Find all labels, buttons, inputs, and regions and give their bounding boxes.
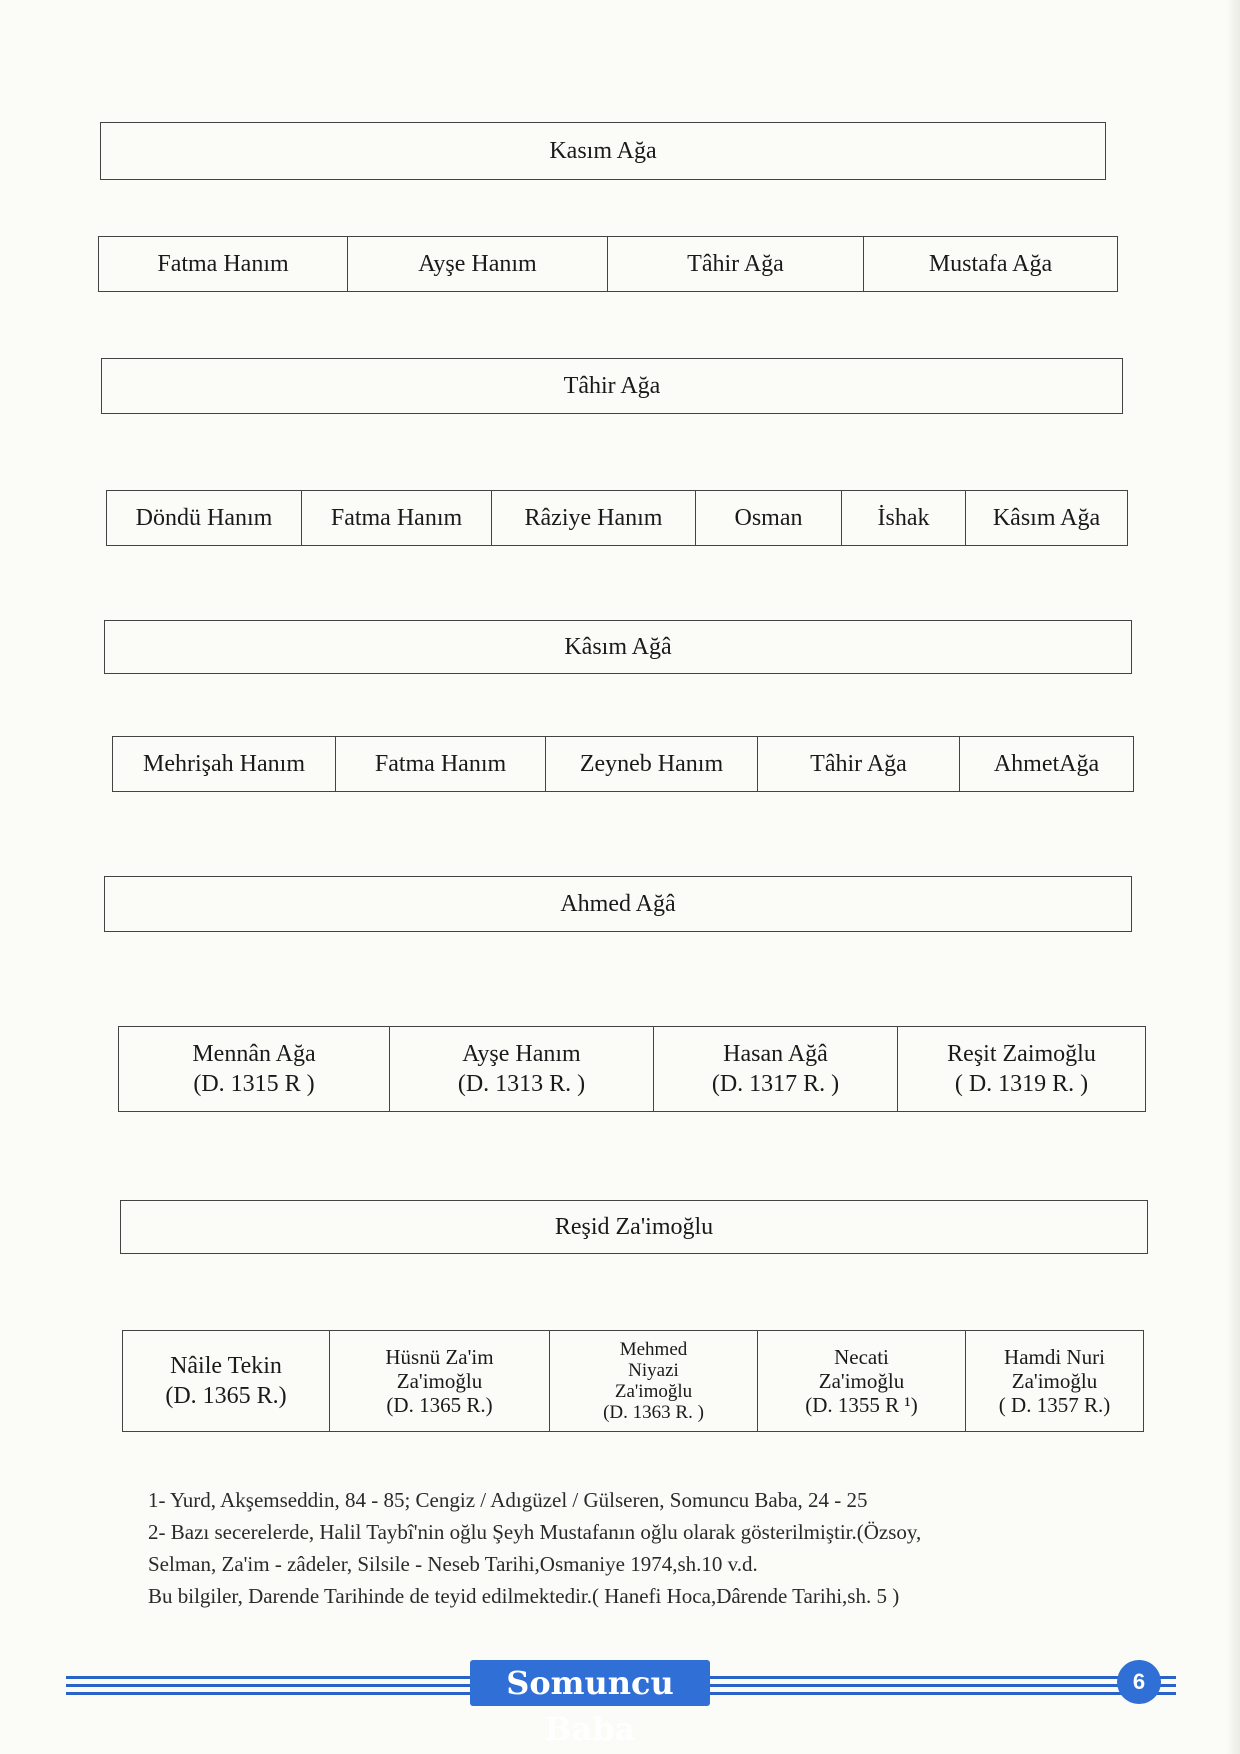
person-cell: Osman xyxy=(695,491,841,545)
person-cell: Mustafa Ağa xyxy=(863,237,1117,291)
footnotes xyxy=(148,1484,1148,1612)
person-cell: AhmetAğa xyxy=(959,737,1133,791)
person-cell: Fatma Hanım xyxy=(301,491,491,545)
person-cell: Zeyneb Hanım xyxy=(545,737,757,791)
genealogy-box-resid-zaimoglu xyxy=(120,1200,1148,1254)
page-number-badge: 6 xyxy=(1117,1660,1161,1704)
genealogy-box-tahir-aga xyxy=(101,358,1123,414)
person-cell: Döndü Hanım xyxy=(135,505,273,531)
person-cell: Necati Za'imoğlu (D. 1355 R ¹) xyxy=(757,1331,965,1431)
genealogy-row-children-ahmed xyxy=(118,1026,1146,1112)
person-cell: Râziye Hanım xyxy=(491,491,695,545)
person-cell: Reşid Za'imoğlu xyxy=(554,1214,714,1240)
genealogy-box-kasim-aga xyxy=(100,122,1106,180)
person-cell: Ayşe Hanım xyxy=(347,237,607,291)
genealogy-box-kasim-aga-2 xyxy=(104,620,1132,674)
page-edge-shadow xyxy=(1226,0,1240,1754)
genealogy-row-children-resid xyxy=(122,1330,1144,1432)
genealogy-row-children-tahir xyxy=(106,490,1128,546)
genealogy-row-children-kasim-2 xyxy=(112,736,1134,792)
person-cell: Hasan Ağâ (D. 1317 R. ) xyxy=(653,1027,897,1111)
person-cell: Kâsım Ağa xyxy=(965,491,1127,545)
person-cell: Hüsnü Za'im Za'imoğlu (D. 1365 R.) xyxy=(329,1331,549,1431)
person-cell: Kâsım Ağâ xyxy=(564,634,672,660)
genealogy-row-children-kasim xyxy=(98,236,1118,292)
person-cell: Mehrişah Hanım xyxy=(143,751,305,777)
person-cell: Tâhir Ağa xyxy=(563,373,661,399)
person-cell: Mennân Ağa (D. 1315 R ) xyxy=(192,1041,316,1097)
person-cell: Ayşe Hanım (D. 1313 R. ) xyxy=(389,1027,653,1111)
person-cell: Ahmed Ağâ xyxy=(560,891,676,917)
footnote-1: 1- Yurd, Akşemseddin, 84 - 85; Cengiz / Adıgüzel / Gülseren, Somuncu Baba, 24 - 25 xyxy=(148,1488,868,1512)
person-cell: Mehmed Niyazi Za'imoğlu (D. 1363 R. ) xyxy=(549,1331,757,1431)
person-cell: Kasım Ağa xyxy=(549,138,657,164)
person-cell: Tâhir Ağa xyxy=(757,737,959,791)
genealogy-box-ahmed-aga xyxy=(104,876,1132,932)
person-cell: İshak xyxy=(841,491,965,545)
person-cell: Fatma Hanım xyxy=(335,737,545,791)
person-cell: Nâile Tekin (D. 1365 R.) xyxy=(165,1353,287,1409)
person-cell: Fatma Hanım xyxy=(157,251,289,277)
person-cell: Tâhir Ağa xyxy=(607,237,863,291)
footnote-2-line-2: Selman, Za'im - zâdeler, Silsile - Neseb Tarihi,Osmaniye 1974,sh.10 v.d. xyxy=(148,1552,758,1576)
footer-brand-label: Somuncu Baba xyxy=(470,1660,710,1706)
footnote-2-line-1: 2- Bazı secerelerde, Halil Taybî'nin oğlu Şeyh Mustafanın oğlu olarak gösterilmiştir.(Özsoy, xyxy=(148,1520,922,1544)
person-cell: Hamdi Nuri Za'imoğlu ( D. 1357 R.) xyxy=(965,1331,1143,1431)
footnote-3: Bu bilgiler, Darende Tarihinde de teyid edilmektedir.( Hanefi Hoca,Dârende Tarihi,sh. 5 ) xyxy=(148,1584,900,1608)
person-cell: Reşit Zaimoğlu ( D. 1319 R. ) xyxy=(897,1027,1145,1111)
